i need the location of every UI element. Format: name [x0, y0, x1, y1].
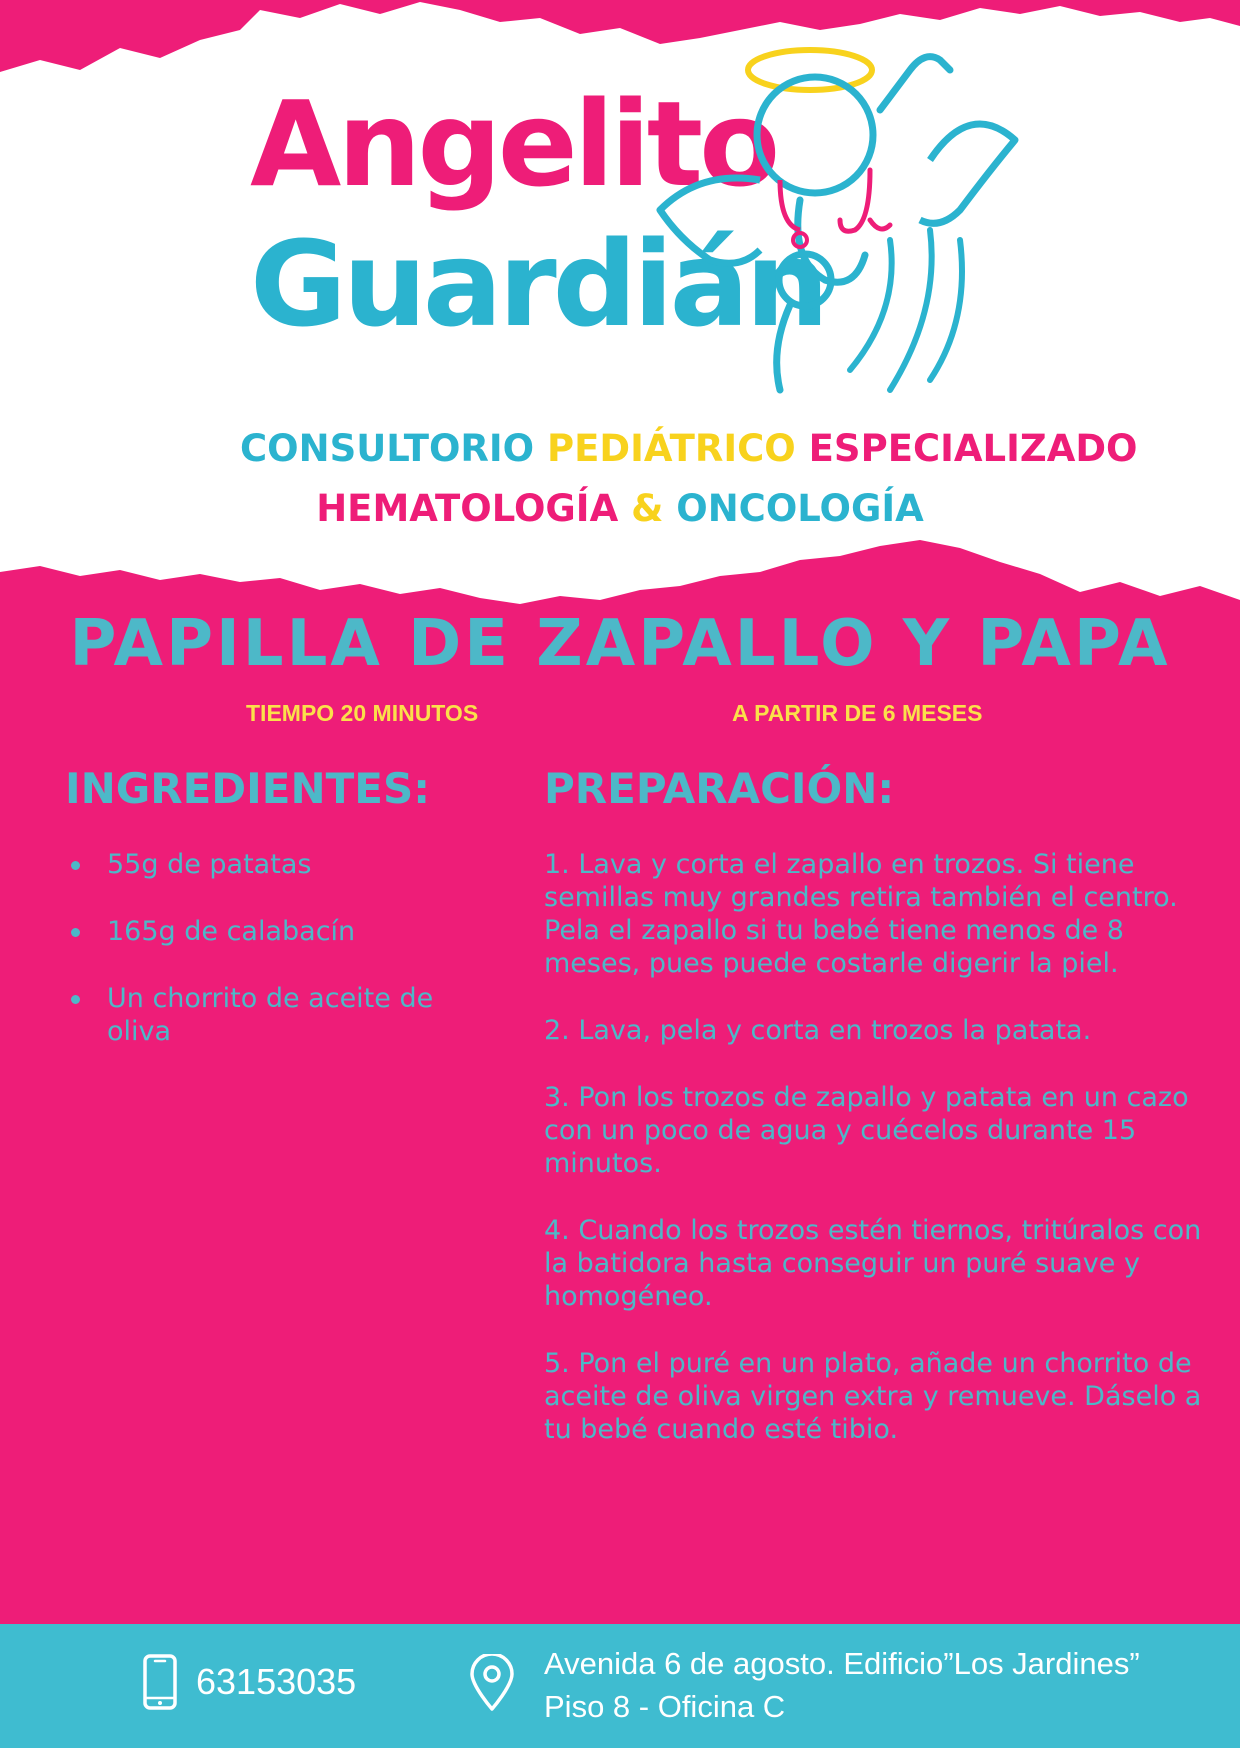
preparation-step: 2. Lava, pela y corta en trozos la patata.	[544, 1015, 1092, 1046]
preparation-step: 1. Lava y corta el zapallo en trozos. Si tiene semillas muy grandes retira también el centro. Pela el zapallo si tu bebé tiene menos de 8 meses, pues puede costarle digerir la piel.	[544, 849, 1178, 979]
ingredients-heading: INGREDIENTES:	[65, 764, 430, 813]
ingredient-text: 165g de calabacín	[107, 916, 356, 947]
tagline-consultorio: CONSULTORIO	[240, 427, 535, 470]
bullet-icon	[71, 995, 80, 1004]
logo-tagline-line2	[240, 487, 1000, 530]
ingredient-text: 55g de patatas	[107, 849, 312, 880]
logo-name-line2: Guardián	[250, 215, 826, 353]
recipe-title: PAPILLA DE ZAPALLO Y PAPA	[69, 607, 1171, 681]
tagline-oncologia: ONCOLOGÍA	[676, 487, 924, 530]
tagline-especializado: ESPECIALIZADO	[808, 427, 1138, 470]
preparation-step: 4. Cuando los trozos estén tiernos, tritúralos con la batidora hasta conseguir un puré suave y homogéneo.	[544, 1215, 1202, 1312]
recipe-time: TIEMPO 20 MINUTOS	[246, 700, 479, 726]
address-line2: Piso 8 - Oficina C	[544, 1689, 786, 1724]
phone-icon	[142, 1654, 178, 1710]
bullet-icon	[71, 928, 80, 937]
preparation-steps	[544, 848, 1214, 1480]
recipe-age: A PARTIR DE 6 MESES	[732, 700, 983, 726]
ingredient-text: Un chorrito de aceite de oliva	[107, 983, 434, 1047]
location-pin-icon	[468, 1654, 516, 1712]
list-item	[65, 848, 505, 881]
bullet-icon	[71, 861, 80, 870]
ingredients-list	[65, 848, 505, 1082]
logo-tagline-line1	[240, 427, 1138, 470]
tagline-hematologia: HEMATOLOGÍA	[316, 487, 619, 530]
tagline-pediatrico: PEDIÁTRICO	[547, 427, 796, 470]
angelito-guardian-logo	[240, 30, 1138, 550]
angel-doctor-icon	[640, 30, 1020, 410]
preparation-step: 5. Pon el puré en un plato, añade un chorrito de aceite de oliva virgen extra y remueve. Dáselo a tu bebé cuando esté tibio.	[544, 1348, 1202, 1445]
address-line1: Avenida 6 de agosto. Edificio”Los Jardines”	[544, 1646, 1140, 1681]
list-item	[65, 982, 505, 1048]
logo-name-line1: Angelito	[250, 75, 777, 213]
preparation-heading: PREPARACIÓN:	[544, 764, 895, 813]
list-item	[65, 915, 505, 948]
preparation-step: 3. Pon los trozos de zapallo y patata en un cazo con un poco de agua y cuécelos durante 15 minutos.	[544, 1082, 1189, 1179]
tagline-ampersand: &	[631, 487, 664, 530]
phone-number: 63153035	[196, 1661, 357, 1702]
contact-footer	[0, 1624, 1240, 1748]
